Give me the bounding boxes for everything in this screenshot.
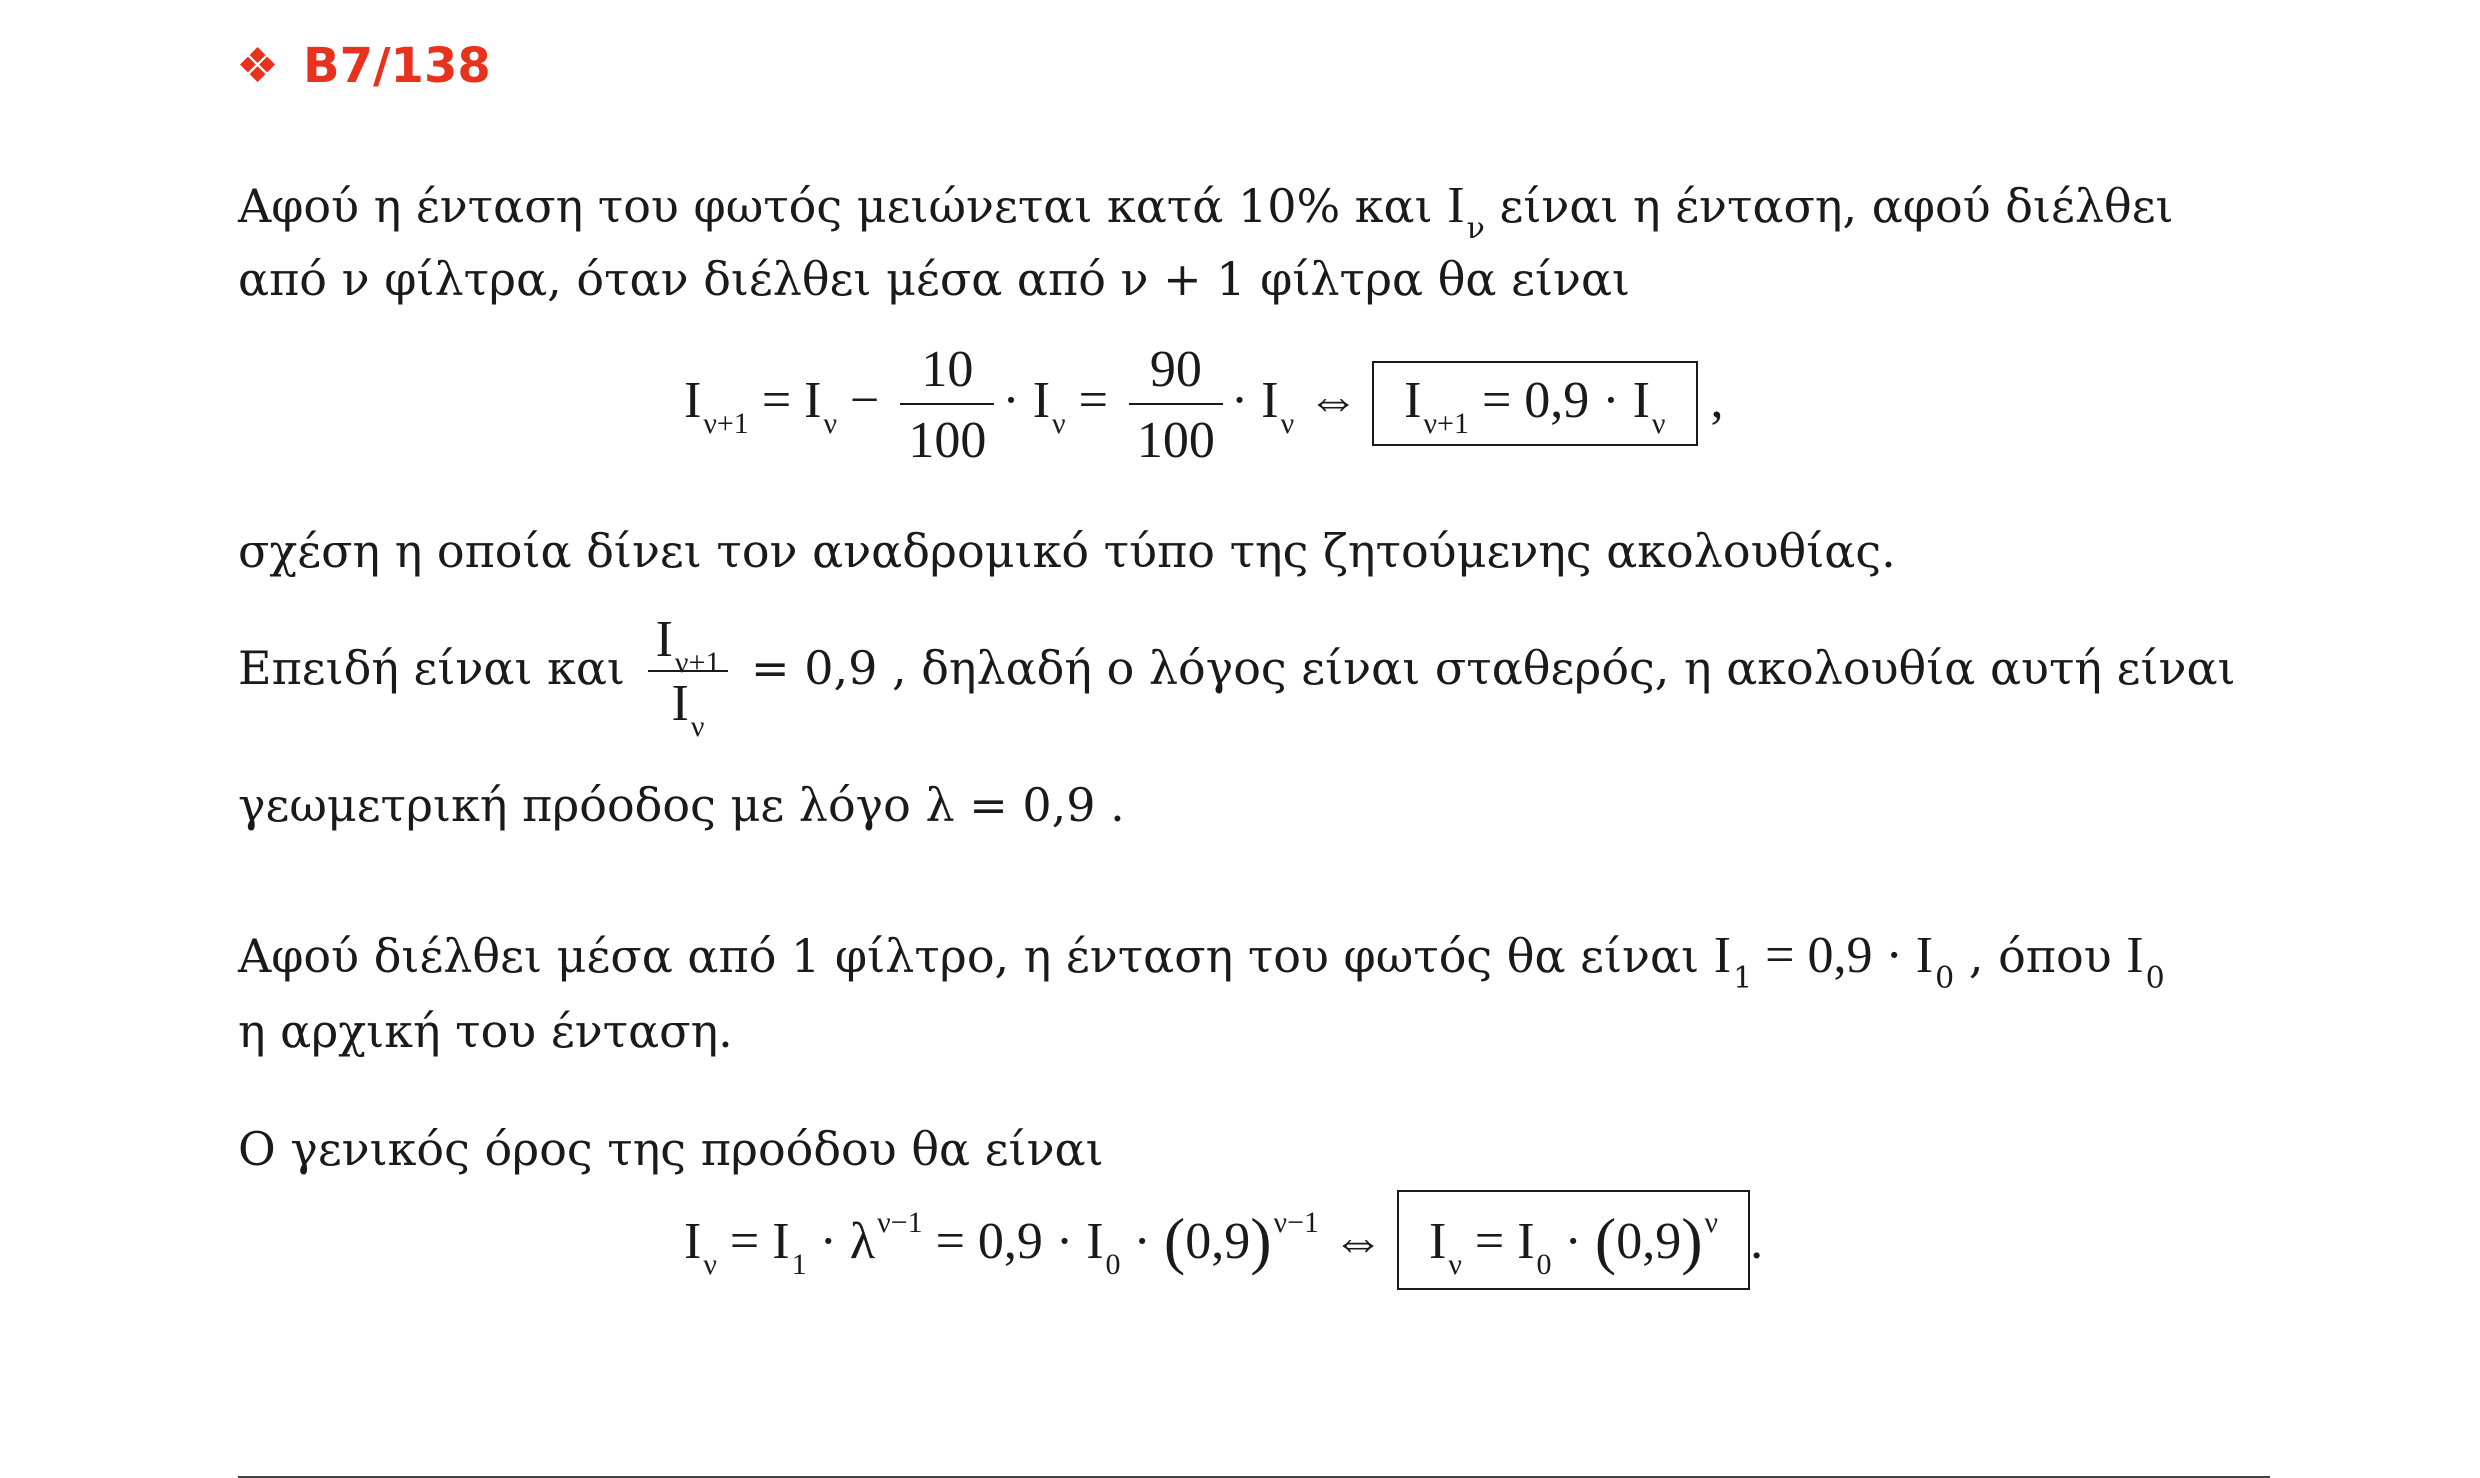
heading-label: B7/138 xyxy=(303,38,491,94)
paragraph-3-line-1: Επειδή είναι και $\frac{I_{\nu+1}}{I_\nu}$ = 0,9 , δηλαδή ο λόγος είναι σταθερός, η ακολουθία αυτή είναι xyxy=(238,611,2236,743)
boxed-result-general: $I_\nu = I_0 \cdot (0,9)^\nu$ xyxy=(1397,1190,1750,1290)
section-heading xyxy=(236,38,491,94)
fraction-ratio: $\frac{I_{\nu+1}}{I_\nu}$ xyxy=(648,614,729,730)
fraction-10-100: $\frac{10}{100}$ xyxy=(900,340,994,470)
paragraph-2: σχέση η οποία δίνει τον αναδρομικό τύπο της ζητούμενης ακολουθίας. xyxy=(238,524,1896,578)
paragraph-3-line-2: γεωμετρική πρόοδος με λόγο λ = 0,9 . xyxy=(238,778,1125,832)
diamond-bullet-icon: ❖ xyxy=(236,38,280,94)
equation-recursive: $I_{\nu+1} = I_\nu$ − $\frac{10}{100}$ · $I_\nu$ = $\frac{90}{100}$ · $I_\nu$ ⇔ $I_{\nu+1} = 0,9 \cdot I_\nu$ , xyxy=(684,341,1724,469)
equation-general-term: $I_\nu = I_1 \cdot \lambda^{\nu-1} = 0,9 \cdot I_0 \cdot (0,9)^{\nu-1}$ ⇔ $I_\nu = I_0 \cdot (0,9)^\nu$ . xyxy=(684,1190,1763,1290)
paragraph-4-line-2: η αρχική του ένταση. xyxy=(238,1004,733,1058)
paragraph-5: Ο γενικός όρος της προόδου θα είναι xyxy=(238,1122,1104,1176)
paragraph-1-line-1: Αφού η ένταση του φωτός μειώνεται κατά 10% και $I_\nu$ είναι η ένταση, αφού διέλθει xyxy=(238,177,2174,246)
boxed-result-recursive: $I_{\nu+1} = 0,9 \cdot I_\nu$ xyxy=(1372,361,1697,446)
paragraph-4-line-1: Αφού διέλθει μέσα από 1 φίλτρο, η ένταση του φωτός θα είναι $I_1 = 0,9 \cdot I_0$ , όπου $I_0$ xyxy=(238,927,2165,996)
paragraph-1-line-2: από ν φίλτρα, όταν διέλθει μέσα από ν + 1 φίλτρα θα είναι xyxy=(238,252,1631,306)
fraction-90-100: $\frac{90}{100}$ xyxy=(1129,340,1223,470)
